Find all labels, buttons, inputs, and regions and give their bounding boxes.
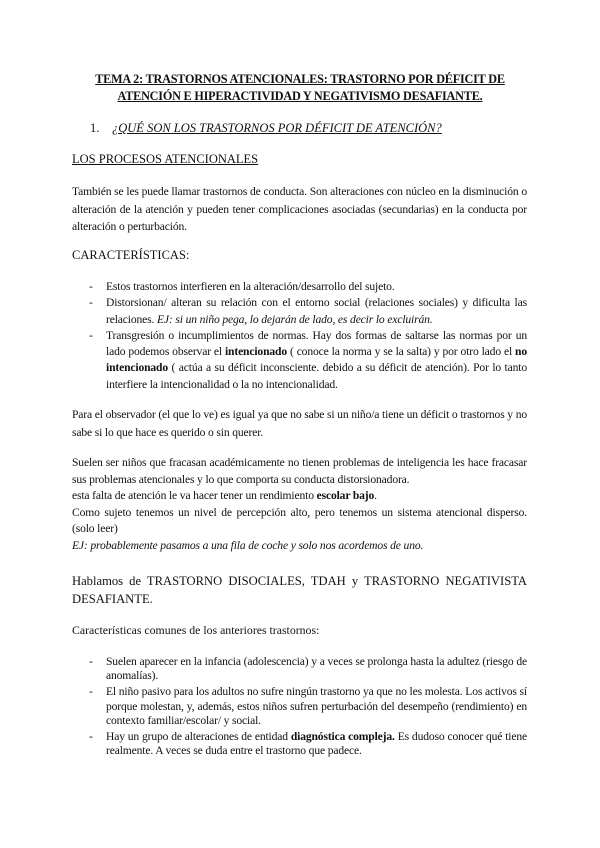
section-1-heading	[90, 121, 442, 136]
bold-term: diagnóstica compleja.	[290, 730, 395, 744]
paragraph-text: esta falta de atención le va hacer tener un rendimiento	[72, 489, 317, 503]
list-item	[72, 328, 527, 393]
paragraph-text: .	[374, 489, 377, 503]
document-title: TEMA 2: TRASTORNOS ATENCIONALES: TRASTORNO POR DÉFICIT DE ATENCIÓN E HIPERACTIVIDAD Y NEGATIVISMO DESAFIANTE.	[95, 72, 505, 103]
list-item	[72, 730, 527, 758]
list-item-text: ( conoce la norma y se la salta) y por otro lado el	[286, 345, 516, 359]
list-item-text: Distorsionan/ alteran su relación con el entorno social (relaciones sociales) y dificulta las relaciones.	[106, 296, 527, 326]
paragraph-line	[72, 488, 527, 505]
list-item-text: Hay un grupo de alteraciones de entidad	[106, 730, 291, 744]
observador-paragraph: Para el observador (el que lo ve) es igual ya que no sabe si un niño/a tiene un déficit o trastornos y no sabe si lo que hace es querido o sin querer.	[72, 408, 527, 439]
list-item-text: Estos trastornos interfieren en la alteración/desarrollo del sujeto.	[106, 280, 395, 293]
bold-term: no intencionado	[106, 345, 527, 375]
caracteristicas-heading: CARACTERÍSTICAS:	[72, 248, 190, 262]
paragraph-line: Suelen ser niños que fracasan académicamente no tienen problemas de inteligencia les hace fracasar sus problemas atencionales y lo que comporta su conducta distorsionadora.	[72, 456, 527, 486]
procesos-paragraph: También se les puede llamar trastornos de conducta. Son alteraciones con núcleo en la disminución o alteración de la atención y pueden tener complicaciones asociadas (secundarias) en la conducta por alteración o perturbación.	[72, 185, 527, 234]
list-item	[72, 295, 527, 328]
section-1-number: 1.	[90, 121, 100, 135]
list-item-text: Es dudoso conocer qué tiene realmente. A veces se duda entre el trastorno que padece.	[106, 730, 528, 758]
bold-term: intencionado	[224, 345, 287, 359]
list-item	[72, 685, 527, 728]
procesos-heading: LOS PROCESOS ATENCIONALES	[72, 152, 259, 166]
list-item-text: El niño pasivo para los adultos no sufre ningún trastorno ya que no les molesta. Los activos sí porque molestan, y, además, estos niños sufren perturbación del desempeño (rendimiento) en contexto familiar/escolar/ y social.	[106, 685, 527, 727]
paragraph-example	[72, 538, 527, 555]
comunes-heading: Características comunes de los anteriores trastornos:	[72, 623, 320, 637]
bold-term: escolar bajo	[316, 489, 375, 503]
list-item-example: EJ: si un niño pega, lo dejarán de lado, es decir lo excluirán.	[157, 312, 433, 326]
list-item-text: Suelen aparecer en la infancia (adolescencia) y a veces se prolonga hasta la adultez (riesgo de anomalías).	[106, 655, 527, 683]
list-item-text: Transgresión o incumplimientos de normas. Hay dos formas de saltarse las normas por un lado podemos observar el	[106, 328, 527, 359]
list-item	[72, 279, 527, 295]
list-item-text: ( actúa a su déficit inconsciente. debido a su déficit de atención). Por lo tanto interfiere la intencionalidad o la no intencionalidad.	[106, 361, 527, 391]
comunes-list	[72, 655, 527, 760]
caracteristicas-list	[72, 279, 527, 393]
example-text: EJ: probablemente pasamos a una fila de coche y solo nos acordemos de uno.	[72, 538, 424, 552]
list-item	[72, 655, 527, 683]
paragraph-line: Como sujeto tenemos un nivel de percepción alto, pero tenemos un sistema atencional disperso. (solo leer)	[72, 505, 527, 536]
hablamos-paragraph: Hablamos de TRASTORNO DISOCIALES, TDAH y TRASTORNO NEGATIVISTA DESAFIANTE.	[72, 574, 527, 606]
section-1-heading-text: ¿QUÉ SON LOS TRASTORNOS POR DÉFICIT DE ATENCIÓN?	[112, 121, 442, 135]
fracasan-paragraph	[72, 455, 527, 555]
